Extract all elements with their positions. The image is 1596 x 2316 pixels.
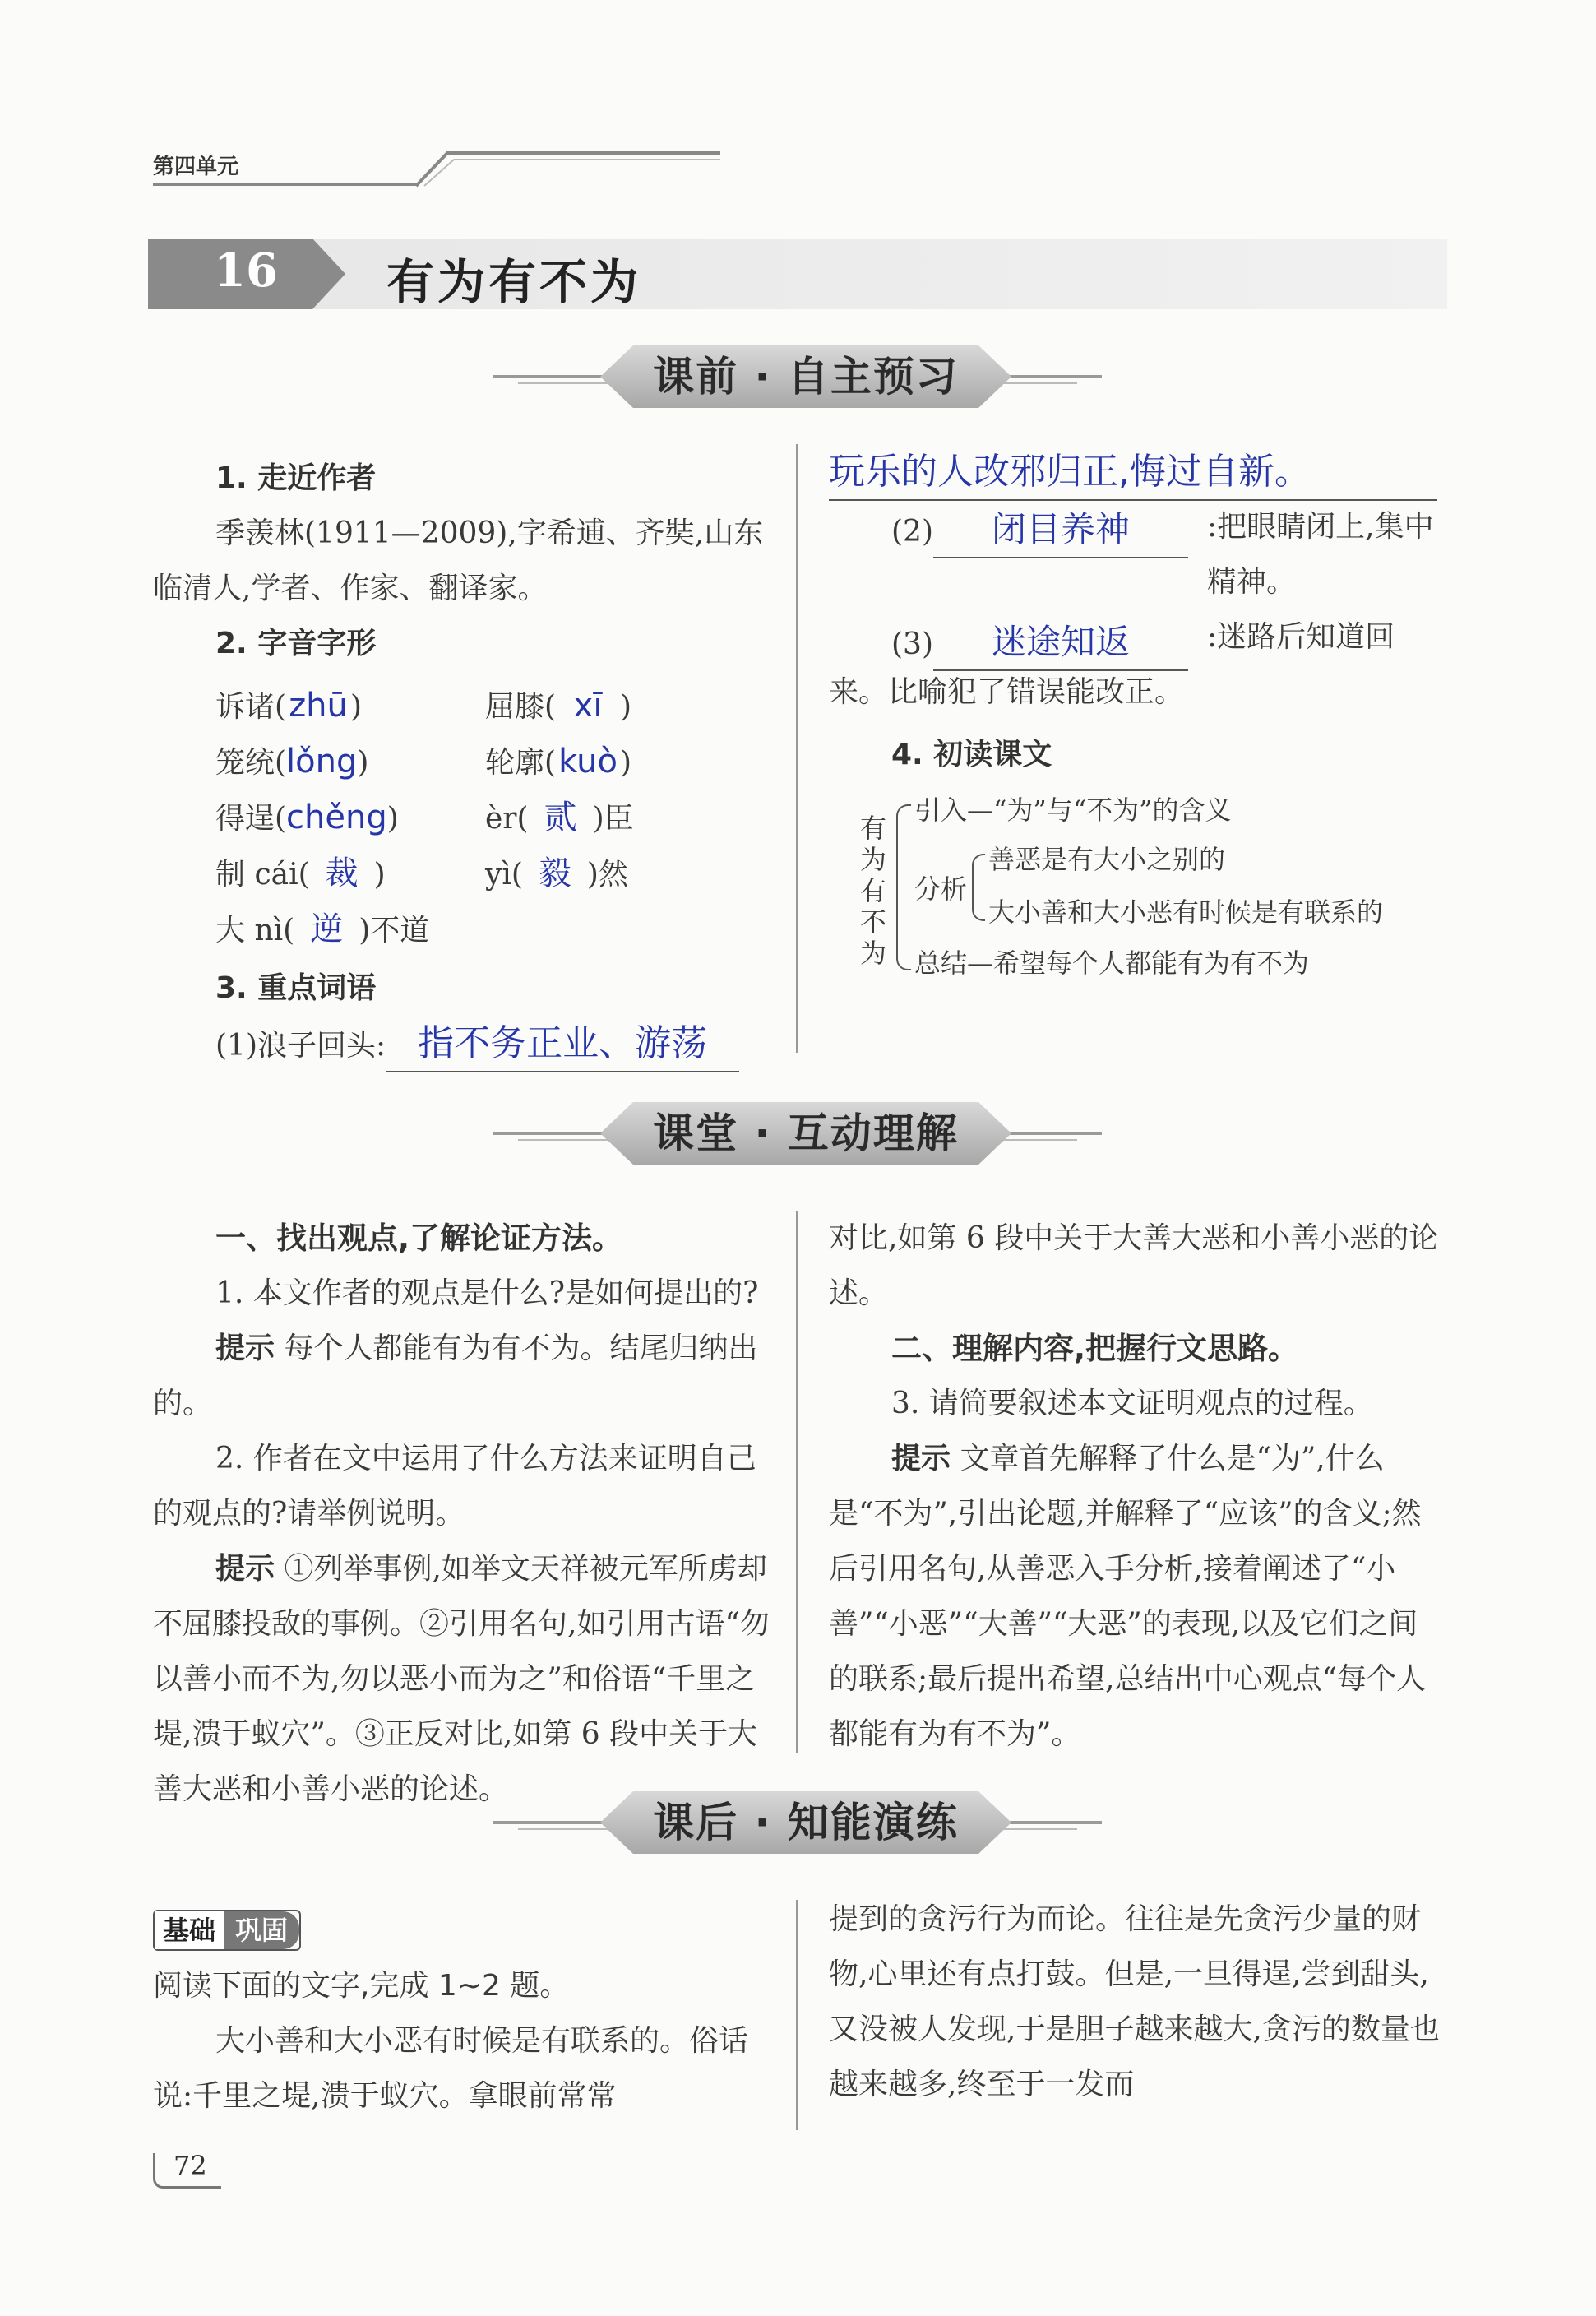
classroom-right-column (829, 1211, 1447, 1762)
q2-hint-text: ①列举事例,如举文天祥被元军所虏却不屈膝投敌的事例。②引用名句,如引用古语“勿以善小而不为,勿以恶小而为之”和俗语“千里之堤,溃于蚁穴”。③正反对比,如第 6 段中关于大善大恶和小善小恶的论述。 (153, 1552, 770, 1806)
outline-analysis-a: 善恶是有大小之别的 (988, 844, 1226, 875)
q3-1-continued (829, 444, 1447, 502)
section-title-after: 课后 · 知能演练 (653, 1799, 959, 1846)
classroom-q2: 2. 作者在文中运用了什么方法来证明自己的观点的?请举例说明。 (153, 1442, 756, 1531)
hint-label: 提示 (891, 1442, 951, 1475)
pinyin-close: ) (386, 802, 399, 836)
q3-hint-text: 文章首先解释了什么是“为”,什么是“不为”,引出论题,并解释了“应该”的含义;然后引用名句,从善恶入手分析,接着阐述了“小善”“小恶”“大善”“大恶”的表现,以及它们之间的联系;最后提出希望,总结出中心观点“每个人都能有为有不为”。 (829, 1442, 1426, 1751)
q2-hint-continued: 对比,如第 6 段中关于大善大恶和小善小恶的论述。 (829, 1221, 1439, 1310)
classroom-q3: 3. 请简要叙述本文证明观点的过程。 (891, 1387, 1373, 1420)
pinyin-word: 得逞( (215, 802, 287, 836)
outline-brace-analysis (972, 854, 985, 921)
q3-1-line (153, 1016, 778, 1073)
pinyin-word: 诉诸( (215, 690, 287, 724)
q3-1-answer-a: 指不务正业、游荡 (386, 1016, 739, 1072)
after-left-column (153, 1900, 779, 2124)
outline-analysis: 分析 (914, 873, 968, 905)
outline-intro: 引入—“为”与“不为”的含义 (914, 794, 1232, 826)
hint-label: 提示 (215, 1332, 275, 1365)
pinyin-close: ) (620, 746, 632, 780)
lesson-number: 16 (214, 243, 278, 298)
pinyin-item (215, 681, 362, 732)
outline-analysis-b: 大小善和大小恶有时候是有联系的 (988, 896, 1384, 928)
column-divider (796, 1900, 798, 2130)
pinyin-word: 制 cái( (215, 858, 310, 892)
foundation-badge (153, 1910, 301, 1951)
pinyin-item (215, 849, 386, 900)
pinyin-word: èr( (485, 802, 529, 836)
q3-1-answer-b: 玩乐的人改邪归正,悔过自新。 (829, 444, 1437, 501)
q3-block (153, 961, 778, 1073)
pinyin-item (485, 737, 631, 788)
lesson-title: 有为有不为 (386, 254, 642, 310)
section-banner-after (493, 1790, 1102, 1855)
header-decoration (400, 146, 729, 188)
pinyin-answer: 逆 (310, 910, 344, 948)
pinyin-close: )然 (586, 858, 628, 892)
q3-3-rest: :迷路后知道回来。比喻犯了错误能改正。 (829, 620, 1395, 709)
pinyin-answer: 贰 (544, 799, 577, 836)
preview-left-column (153, 451, 778, 671)
after-instruction: 阅读下面的文字,完成 1~2 题。 (153, 1969, 570, 2003)
pinyin-word: yì( (485, 858, 523, 892)
section-banner-preview (493, 344, 1102, 410)
pinyin-answer: kuò (558, 743, 618, 780)
passage-part-a: 大小善和大小恶有时候是有联系的。俗话说:千里之堤,溃于蚁穴。拿眼前常常 (153, 2024, 749, 2113)
outline-root: 有为有不为 (860, 813, 887, 969)
pinyin-answer: 裁 (325, 855, 359, 892)
pinyin-answer: xī (573, 687, 603, 725)
pinyin-close: ) (357, 746, 369, 780)
unit-header (153, 146, 564, 188)
pinyin-answer: 毅 (538, 855, 571, 892)
lesson-title-bar (148, 239, 1447, 309)
q1-text: 季羡林(1911—2009),字希逋、齐奘,山东临清人,学者、作家、翻译家。 (153, 516, 764, 605)
q2-title: 2. 字音字形 (215, 627, 377, 660)
section-banner-classroom (493, 1100, 1102, 1166)
passage-part-b: 提到的贪污行为而论。往往是先贪污少量的财物,心里还有点打鼓。但是,一旦得逞,尝到甜头,又没被人发现,于是胆子越来越大,贪污的数量也越来越多,终至于一发而 (829, 1902, 1440, 2101)
page-number-box (153, 2150, 221, 2189)
q3-3-label: (3) (891, 628, 933, 661)
part2-title: 二、理解内容,把握行文思路。 (891, 1331, 1299, 1366)
page-number: 72 (173, 2150, 207, 2181)
pinyin-answer: lǒng (286, 743, 358, 780)
outline-brace-main (896, 804, 911, 970)
classroom-q1-hint (153, 1321, 779, 1431)
section-title-classroom: 课堂 · 互动理解 (653, 1109, 959, 1157)
q3-2-answer: 闭目养神 (933, 502, 1188, 558)
pinyin-item (215, 793, 399, 844)
q1-title: 1. 走近作者 (215, 461, 377, 495)
pinyin-answer: chěng (286, 799, 387, 836)
badge-left: 基础 (155, 1911, 224, 1949)
pinyin-item (485, 793, 634, 844)
q3-3-answer: 迷途知返 (933, 614, 1188, 671)
classroom-q1: 1. 本文作者的观点是什么?是如何提出的? (215, 1276, 759, 1310)
after-right-column (829, 1892, 1447, 2112)
hint-label: 提示 (215, 1552, 275, 1586)
pinyin-close: ) (620, 690, 632, 724)
pinyin-item (215, 737, 368, 788)
pinyin-item (215, 905, 429, 956)
pinyin-word: 大 nì( (215, 914, 295, 947)
classroom-q3-hint (829, 1431, 1447, 1762)
outline-summary: 总结—希望每个人都能有为有不为 (914, 947, 1310, 979)
preview-right-column (829, 444, 1447, 782)
unit-label: 第四单元 (153, 155, 239, 179)
classroom-q2-hint (153, 1541, 779, 1806)
section-title-preview: 课前 · 自主预习 (653, 353, 959, 401)
pinyin-word: 笼统( (215, 746, 287, 780)
pinyin-close: )不道 (359, 914, 430, 947)
q3-title: 3. 重点词语 (215, 971, 377, 1005)
pinyin-word: 屈膝( (485, 690, 557, 724)
q3-2-label: (2) (891, 515, 933, 549)
pinyin-close: ) (350, 690, 363, 724)
q3-1-label: (1)浪子回头: (215, 1029, 386, 1063)
column-divider (796, 444, 798, 1053)
q1-hint-text: 每个人都能有为有不为。结尾归纳出的。 (153, 1332, 758, 1420)
pinyin-close: ) (373, 858, 386, 892)
pinyin-item (485, 849, 628, 900)
q3-2-rest: :把眼睛闭上,集中精神。 (1207, 510, 1434, 599)
classroom-left-column (153, 1211, 779, 1806)
part1-title: 一、找出观点,了解论证方法。 (215, 1221, 623, 1256)
pinyin-word: 轮廓( (485, 746, 557, 780)
outline-diagram (860, 790, 1452, 995)
column-divider (796, 1211, 798, 1753)
q4-title: 4. 初读课文 (891, 738, 1052, 771)
pinyin-close: )臣 (592, 802, 634, 836)
pinyin-answer: zhū (289, 687, 348, 725)
pinyin-item (485, 681, 631, 732)
badge-right: 巩固 (224, 1911, 299, 1949)
